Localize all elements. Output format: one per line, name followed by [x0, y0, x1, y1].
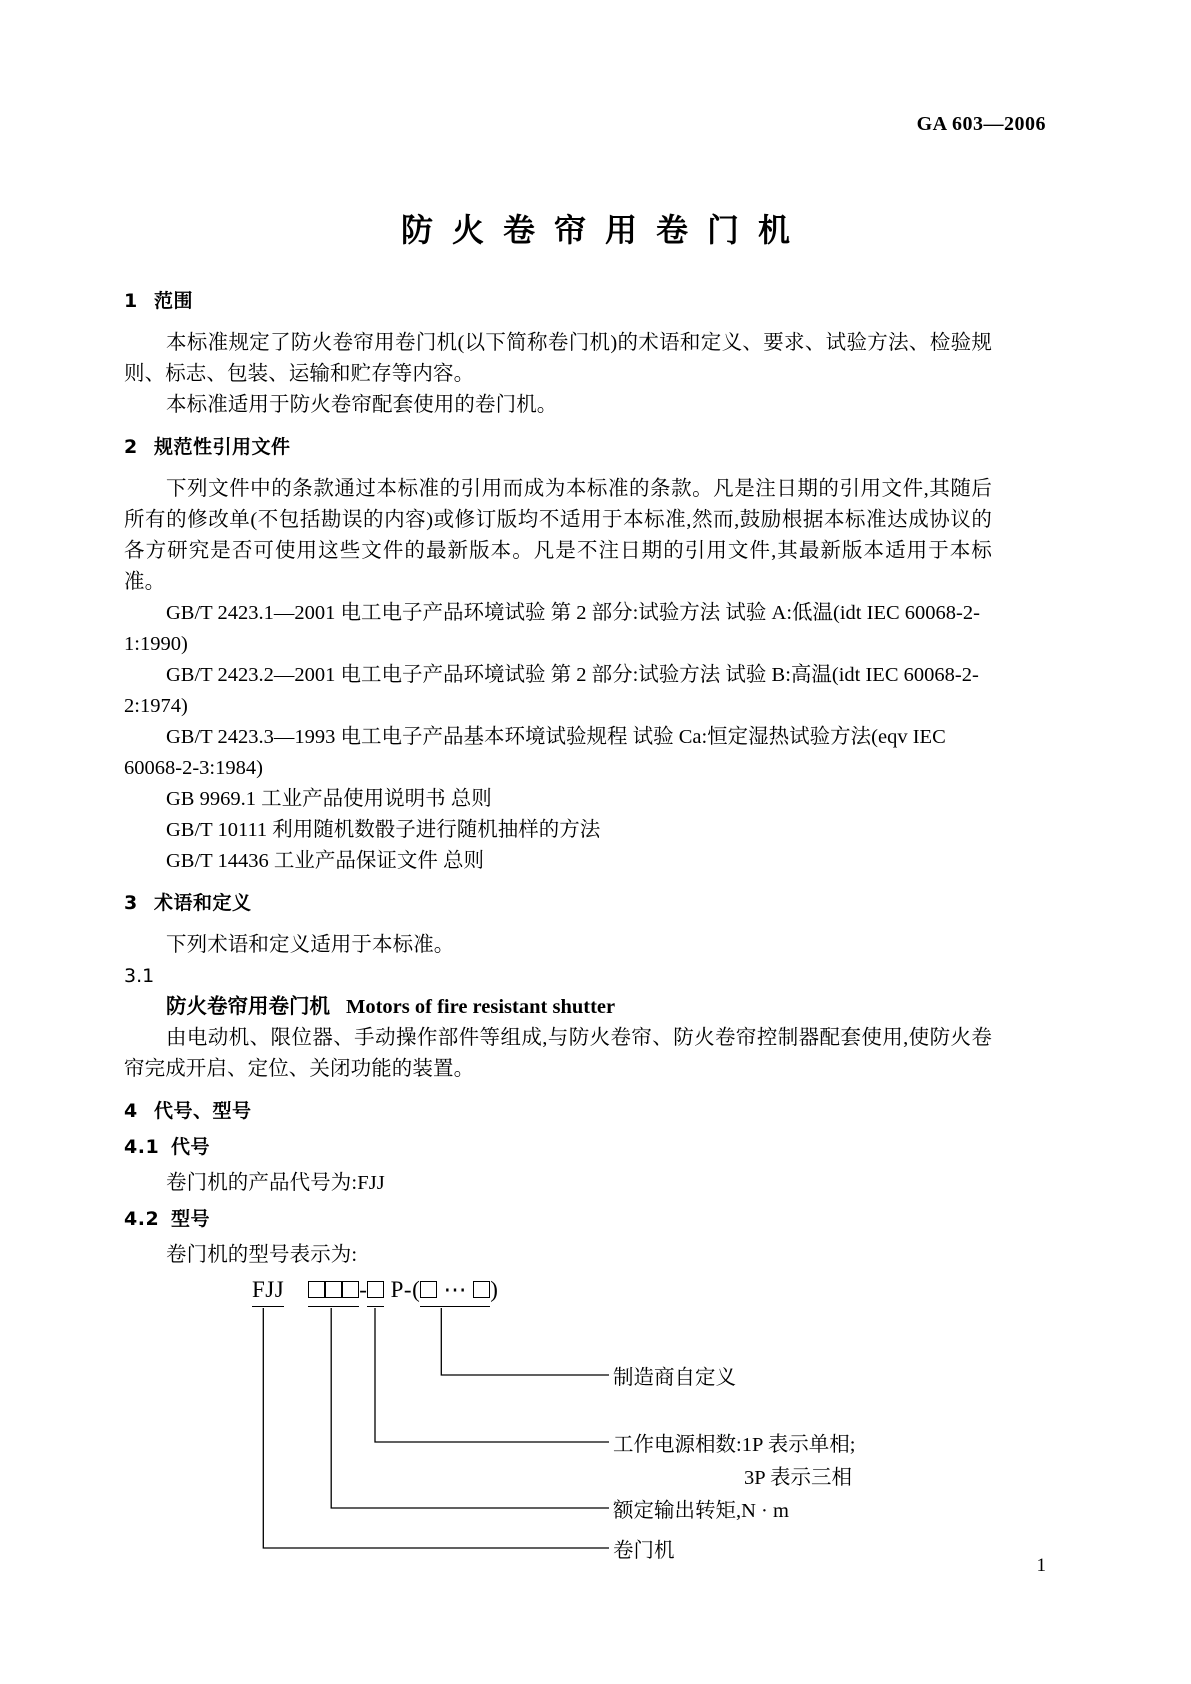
term-chinese: 防火卷帘用卷门机 [166, 994, 330, 1018]
section-2-paragraph-1: 下列文件中的条款通过本标准的引用而成为本标准的条款。凡是注日期的引用文件,其随后所有的修改单(不包括勘误的内容)或修订版均不适用于本标准,然而,鼓励根据本标准达成协议的各方研究是否可使用这些文件的最新版本。凡是不注日期的引用文件,其最新版本适用于本标准。 [124, 478, 992, 593]
section-title-2: 规范性引用文件 [154, 436, 291, 458]
term-english: Motors of fire resistant shutter [346, 996, 616, 1018]
page-title: 防火卷帘用卷门机 [400, 211, 809, 249]
model-prefix-fjj: FJJ [252, 1277, 284, 1307]
section-title-4-2: 型号 [171, 1208, 211, 1230]
section-number-4-2: 4.2 [124, 1208, 160, 1230]
label-phase-line-1: 工作电源相数:1P 表示单相; [613, 1434, 856, 1456]
subsection-number-3-1: 3.1 [124, 965, 155, 987]
section-heading-3 [124, 894, 992, 913]
reference-item: GB/T 10111 利用随机数骰子进行随机抽样的方法 [166, 819, 601, 841]
section-title-4: 代号、型号 [154, 1100, 252, 1122]
section-title-1: 范围 [154, 290, 194, 312]
section-heading-4 [124, 1102, 992, 1121]
section-4-1-paragraph: 卷门机的产品代号为:FJJ [166, 1172, 385, 1194]
section-number-1: 1 [124, 290, 138, 312]
leader-lines [124, 1277, 992, 1502]
label-phase-line-2: 3P 表示三相 [744, 1467, 853, 1489]
running-header: GA 603—2006 [916, 113, 1046, 135]
model-dash: - [359, 1277, 368, 1302]
section-heading-4-2 [124, 1210, 992, 1229]
model-paren-close: ) [490, 1277, 499, 1302]
section-3-paragraph-1: 下列术语和定义适用于本标准。 [166, 934, 455, 956]
section-title-4-1: 代号 [171, 1136, 211, 1158]
model-phase-letter: P- [390, 1277, 413, 1302]
section-title-3: 术语和定义 [154, 892, 252, 914]
reference-item: GB/T 2423.2—2001 电工电子产品环境试验 第 2 部分:试验方法 试验 B:高温(idt IEC 60068-2-2:1974) [124, 664, 979, 717]
section-4-2-paragraph: 卷门机的型号表示为: [166, 1244, 358, 1266]
section-number-2: 2 [124, 436, 138, 458]
reference-item: GB/T 2423.3—1993 电工电子产品基本环境试验规程 试验 Ca:恒定湿热试验方法(eqv IEC 60068-2-3:1984) [124, 726, 946, 779]
section-1-paragraph-2: 本标准适用于防火卷帘配套使用的卷门机。 [166, 394, 558, 416]
section-heading-1 [124, 292, 992, 311]
model-designation-diagram [124, 1277, 992, 1562]
label-manufacturer: 制造商自定义 [613, 1367, 736, 1389]
section-number-3: 3 [124, 892, 138, 914]
section-heading-2 [124, 438, 992, 457]
section-heading-4-1 [124, 1138, 992, 1157]
document-body [124, 290, 992, 1562]
section-number-4: 4 [124, 1100, 138, 1122]
reference-item: GB/T 2423.1—2001 电工电子产品环境试验 第 2 部分:试验方法 试验 A:低温(idt IEC 60068-2-1:1990) [124, 602, 980, 655]
reference-item: GB/T 14436 工业产品保证文件 总则 [166, 850, 484, 872]
term-definition: 由电动机、限位器、手动操作部件等组成,与防火卷帘、防火卷帘控制器配套使用,使防火卷帘完成开启、定位、关闭功能的装置。 [124, 1027, 992, 1080]
page-number: 1 [1036, 1555, 1046, 1576]
label-machine: 卷门机 [613, 1540, 675, 1562]
model-ellipsis: ⋯ [443, 1277, 467, 1302]
reference-item: GB 9969.1 工业产品使用说明书 总则 [166, 788, 492, 810]
term-entry [124, 991, 992, 1023]
model-paren-open: ( [412, 1277, 421, 1302]
section-number-4-1: 4.1 [124, 1136, 160, 1158]
label-torque: 额定输出转矩,N · m [613, 1500, 789, 1522]
section-1-paragraph-1: 本标准规定了防火卷帘用卷门机(以下简称卷门机)的术语和定义、要求、试验方法、检验规则、标志、包装、运输和贮存等内容。 [124, 332, 992, 385]
